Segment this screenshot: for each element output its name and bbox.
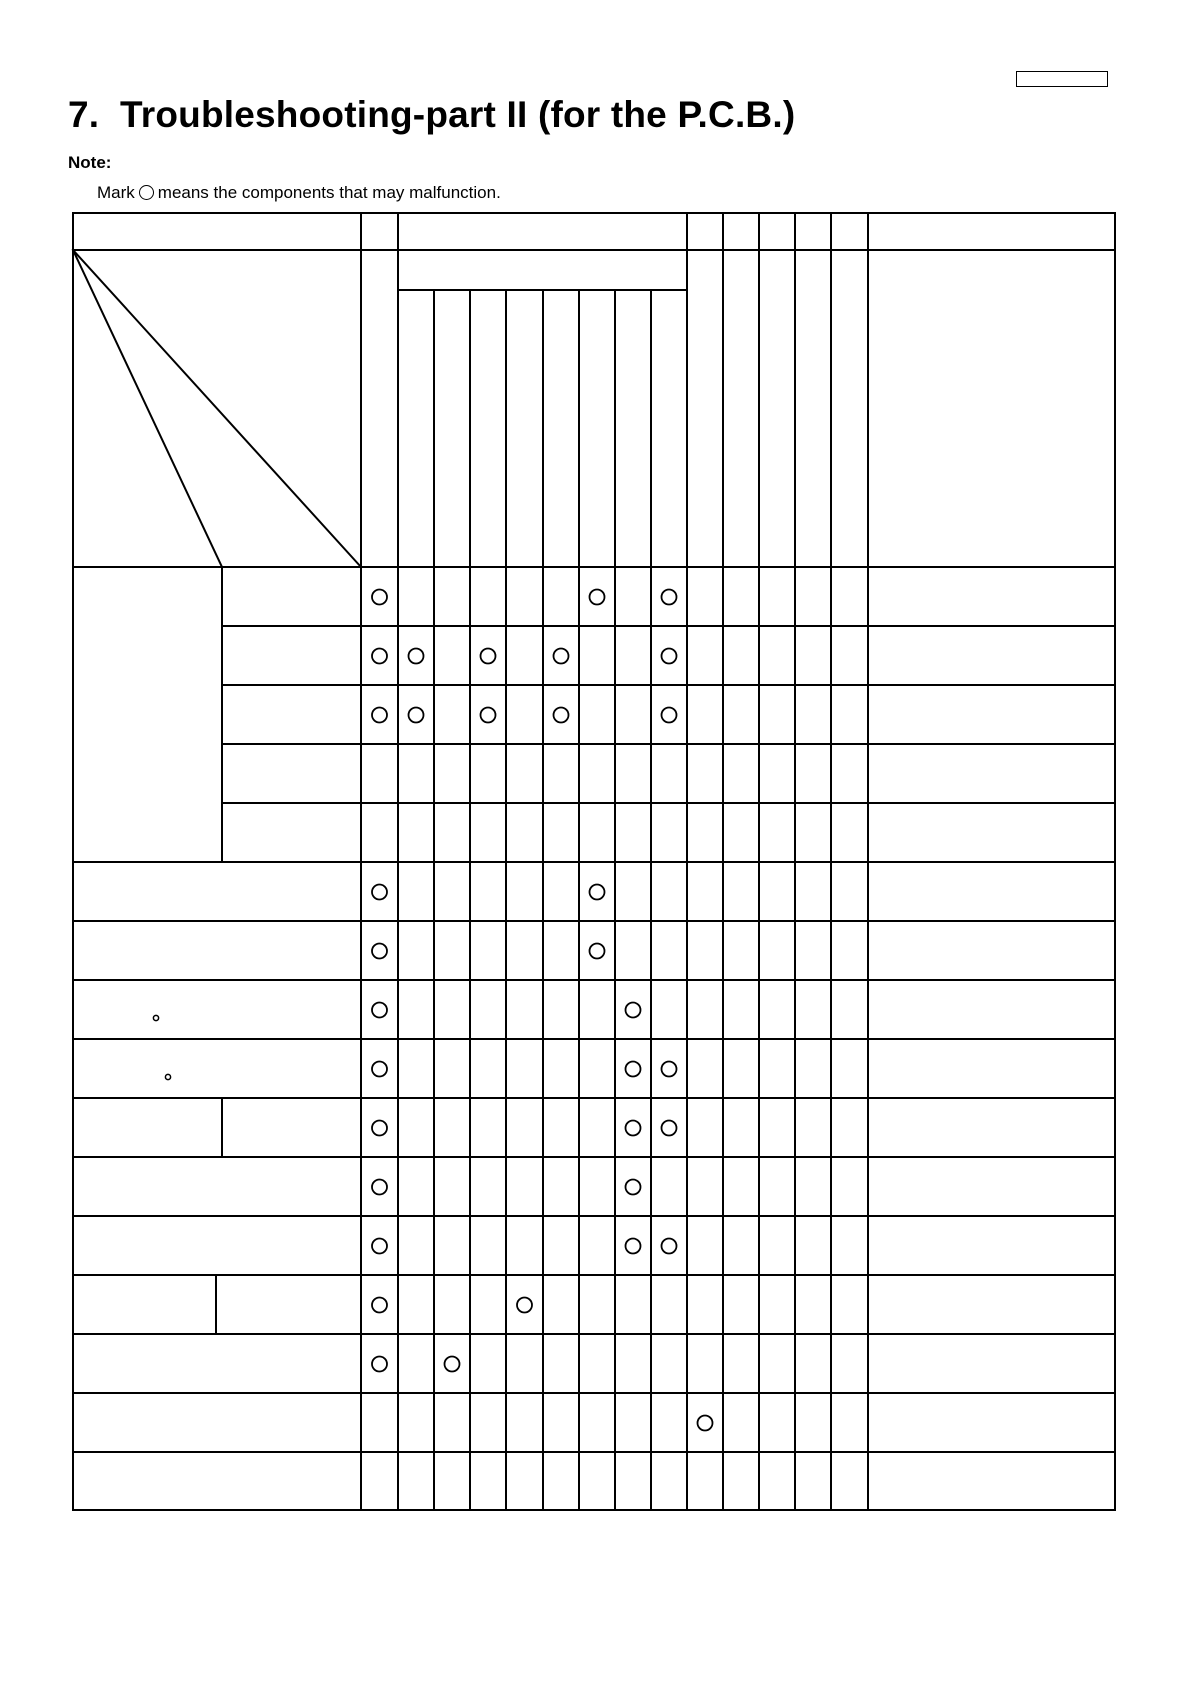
circle-mark-icon [590, 885, 605, 900]
section-number: 7. [68, 94, 100, 135]
circle-mark-icon [626, 1003, 641, 1018]
circle-mark-icon [372, 944, 387, 959]
degree-mark-icon [153, 1015, 158, 1020]
circle-mark-icon [662, 1239, 677, 1254]
circle-mark-icon [409, 708, 424, 723]
circle-mark-icon [626, 1239, 641, 1254]
circle-mark-icon [662, 708, 677, 723]
circle-mark-icon [662, 590, 677, 605]
circle-mark-icon [372, 1180, 387, 1195]
circle-mark-icon [372, 708, 387, 723]
circle-mark-icon [626, 1121, 641, 1136]
circle-mark-icon [662, 649, 677, 664]
circle-mark-icon [409, 649, 424, 664]
note-suffix: means the components that may malfunction. [157, 183, 501, 202]
circle-mark-icon [517, 1298, 532, 1313]
degree-mark-icon [165, 1074, 170, 1079]
circle-mark-icon [372, 1298, 387, 1313]
circle-mark-icon [662, 1121, 677, 1136]
circle-mark-icon [626, 1062, 641, 1077]
circle-mark-icon [372, 1003, 387, 1018]
circle-mark-icon [445, 1357, 460, 1372]
circle-mark-icon [590, 944, 605, 959]
circle-mark-icon [372, 1121, 387, 1136]
circle-mark-icon [372, 885, 387, 900]
circle-mark-icon [372, 1239, 387, 1254]
circle-mark-icon [662, 1062, 677, 1077]
note-label: Note: [68, 153, 112, 172]
circle-mark-icon [590, 590, 605, 605]
note-prefix: Mark [97, 183, 135, 202]
circle-mark-icon [372, 590, 387, 605]
circle-mark-icon [698, 1416, 713, 1431]
title-text: Troubleshooting-part II (for the P.C.B.) [120, 94, 796, 135]
circle-mark-icon [372, 649, 387, 664]
circle-mark-icon [554, 649, 569, 664]
circle-mark-icon [372, 1357, 387, 1372]
circle-mark-icon [372, 1062, 387, 1077]
header-diagonal-line [73, 250, 361, 567]
circle-mark-icon [481, 708, 496, 723]
header-diagonal-line [73, 250, 222, 567]
circle-mark-icon [481, 649, 496, 664]
circle-mark-icon [626, 1180, 641, 1195]
circle-mark-icon [554, 708, 569, 723]
